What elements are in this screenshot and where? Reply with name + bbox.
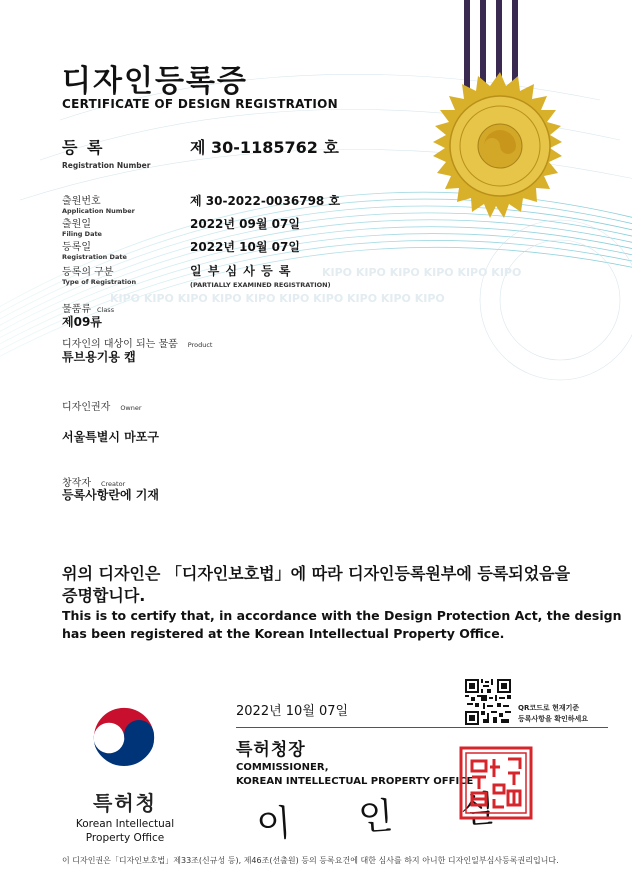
- creator-label-en: Creator: [100, 480, 126, 488]
- product-label-ko: 디자인의 대상이 되는 물품: [62, 339, 178, 350]
- qr-instructions: [518, 703, 588, 725]
- field-registration-type: [62, 263, 136, 286]
- commissioner-title-ko: 특허청장: [236, 740, 306, 760]
- certification-korean: [62, 563, 602, 607]
- qr-instructions-line2: 등록사항을 확인하세요: [518, 715, 589, 723]
- kipo-name-ko: 특허청: [93, 791, 157, 815]
- registration-type-value: [190, 262, 331, 289]
- class-value: 제09류: [62, 315, 102, 329]
- footer-note: 이 디자인권은「디자인보호법」제33조(신규성 등), 제46조(선출원) 등의 등록요건에 대한 심사를 하지 아니한 디자인일부심사등록권리입니다.: [62, 856, 559, 865]
- owner-label: [62, 395, 142, 414]
- svg-text:KIPO KIPO KIPO KIPO KIPO KIPO: KIPO KIPO KIPO KIPO KIPO KIPO: [322, 266, 522, 279]
- field-value: 제 30-2022-0036798 호: [190, 194, 341, 208]
- gold-seal-icon: [420, 70, 580, 230]
- official-stamp-icon: [458, 745, 534, 821]
- field-application: [62, 192, 135, 215]
- field-label-ko: 출원일: [62, 219, 91, 230]
- page-subtitle: CERTIFICATE OF DESIGN REGISTRATION: [62, 97, 338, 111]
- owner-value: 서울특별시 마포구: [62, 430, 159, 444]
- page-title: 디자인등록증: [62, 64, 248, 99]
- commissioner-title-en-line2: KOREAN INTELLECTUAL PROPERTY OFFICE: [236, 776, 474, 787]
- field-registration-date: [62, 238, 127, 261]
- svg-text:KIPO KIPO KIPO KIPO KIPO KIPO: KIPO KIPO KIPO KIPO KIPO KIPO KIPO KIPO KIPO KIPO: [110, 292, 445, 305]
- owner-label-en: Owner: [120, 404, 142, 412]
- issuance-date: 2022년 10월 07일: [236, 704, 349, 719]
- field-label-en: Registration Date: [62, 253, 127, 261]
- certification-korean-line1: 위의 디자인은 「디자인보호법」에 따라 디자인등록원부에 등록되었음을: [62, 564, 571, 583]
- commissioner-title-en-line1: COMMISSIONER,: [236, 762, 329, 773]
- kipo-name-en: [62, 817, 188, 845]
- qr-code-icon[interactable]: [465, 679, 511, 725]
- registration-label: [62, 135, 150, 170]
- field-filing-date: [62, 215, 102, 238]
- registration-label-en: Registration Number: [62, 161, 151, 170]
- field-label-ko: 출원번호: [62, 196, 101, 207]
- field-value: 일 부 심 사 등 록: [190, 264, 292, 278]
- class-label-en: Class: [96, 306, 115, 314]
- kipo-name-en-line2: Property Office: [85, 832, 165, 844]
- registration-number: 제 30-1185762 호: [190, 138, 339, 157]
- kipo-logo-icon: [86, 697, 162, 773]
- registration-label-ko: 등 록: [62, 138, 105, 157]
- commissioner-signature: 이 인 실: [255, 786, 525, 847]
- field-label-en: Type of Registration: [62, 278, 137, 286]
- field-value: 2022년 09월 07일: [190, 217, 300, 231]
- class-label-ko: 물품류: [62, 304, 91, 315]
- field-label-ko: 등록일: [62, 242, 91, 253]
- field-value-en: (PARTIALLY EXAMINED REGISTRATION): [190, 281, 331, 289]
- product-label-en: Product: [187, 341, 213, 349]
- creator-value: 등록사항란에 기재: [62, 488, 159, 502]
- kipo-name-en-line1: Korean Intellectual: [75, 818, 175, 830]
- certification-english: This is to certify that, in accordance with the Design Protection Act, the design has been registered at the Korean Intellectual Property Office.: [62, 608, 622, 641]
- field-value: 2022년 10월 07일: [190, 240, 300, 254]
- signature-divider: [236, 727, 608, 728]
- owner-label-ko: 디자인권자: [62, 402, 111, 413]
- creator-label-ko: 창작자: [62, 478, 91, 489]
- field-label-ko: 등록의 구분: [62, 267, 114, 278]
- product-value: 튜브용기용 캡: [62, 350, 136, 364]
- certification-korean-line2: 증명합니다.: [62, 586, 146, 605]
- field-label-en: Application Number: [62, 207, 135, 215]
- field-label-en: Filing Date: [62, 230, 102, 238]
- qr-instructions-line1: QR코드로 현재기준: [518, 704, 580, 712]
